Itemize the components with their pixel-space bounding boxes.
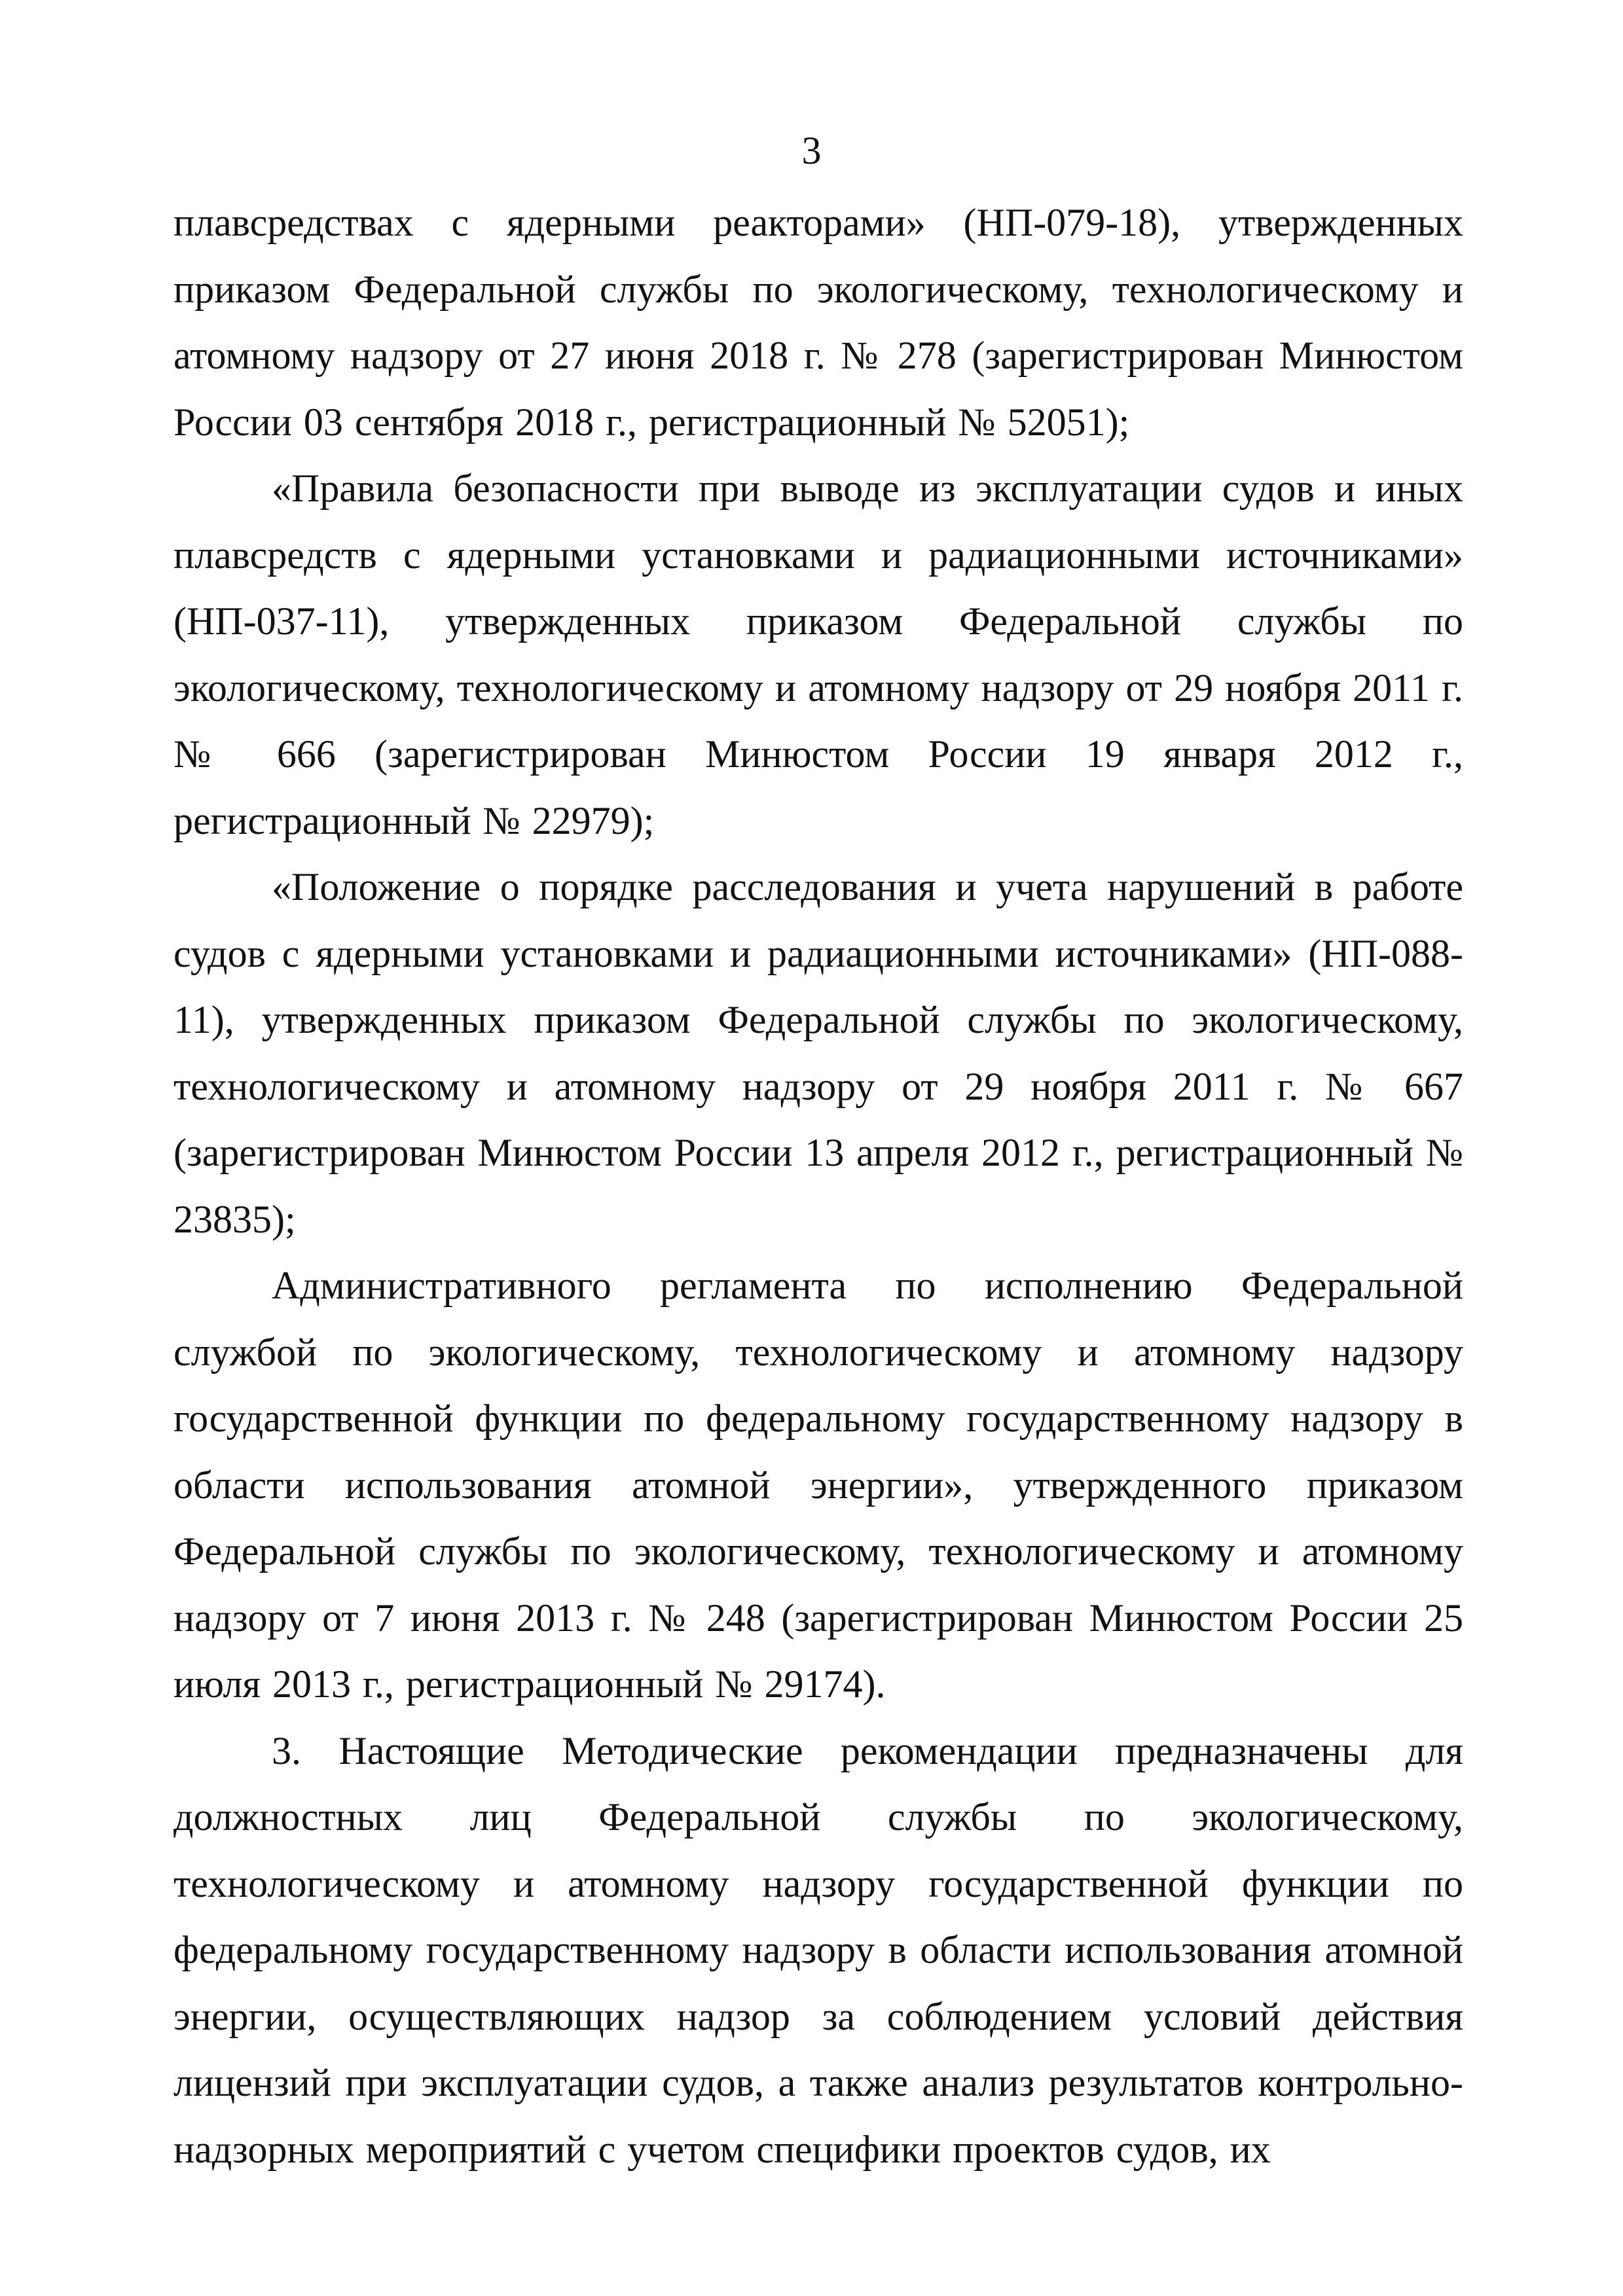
paragraph-administrative-regulation: Административного регламента по исполнению Федеральной службой по экологическому, технологическому и атомному надзору государственной функции по федеральному государственному надзору в области использования атомной энергии», утвержденного приказом Федеральной службы по экологическому, технологическому и атомному надзору от 7 июня 2013 г. № 248 (зарегистрирован Минюстом России 25 июля 2013 г., регистрационный № 29174). [173,1264,1463,1706]
page-number: 3 [801,129,822,172]
document-body [173,190,1463,2183]
paragraph-np-088-11: «Положение о порядке расследования и учета нарушений в работе судов с ядерными установками и радиационными источниками» (НП-088-11), утвержденных приказом Федеральной службы по экологическому, технологическому и атомному надзору от 29 ноября 2011 г. № 667 (зарегистрирован Минюстом России 13 апреля 2012 г., регистрационный № 23835); [173,865,1463,1241]
paragraph-np-037-11: «Правила безопасности при выводе из эксплуатации судов и иных плавсредств с ядерными установками и радиационными источниками» (НП-037-11), утвержденных приказом Федеральной службы по экологическому, технологическому и атомному надзору от 29 ноября 2011 г. № 666 (зарегистрирован Минюстом России 19 января 2012 г., регистрационный № 22979); [173,467,1463,842]
paragraph-continuation: плавсредствах с ядерными реакторами» (НП-079-18), утвержденных приказом Федеральной службы по экологическому, технологическому и атомному надзору от 27 июня 2018 г. № 278 (зарегистрирован Минюстом России 03 сентября 2018 г., регистрационный № 52051); [173,201,1463,444]
paragraph-item-3: 3. Настоящие Методические рекомендации предназначены для должностных лиц Федеральной службы по экологическому, технологическому и атомному надзору государственной функции по федеральному государственному надзору в области использования атомной энергии, осуществляющих надзор за соблюдением условий действия лицензий при эксплуатации судов, а также анализ результатов контрольно-надзорных мероприятий с учетом специфики проектов судов, их [173,1729,1463,2171]
